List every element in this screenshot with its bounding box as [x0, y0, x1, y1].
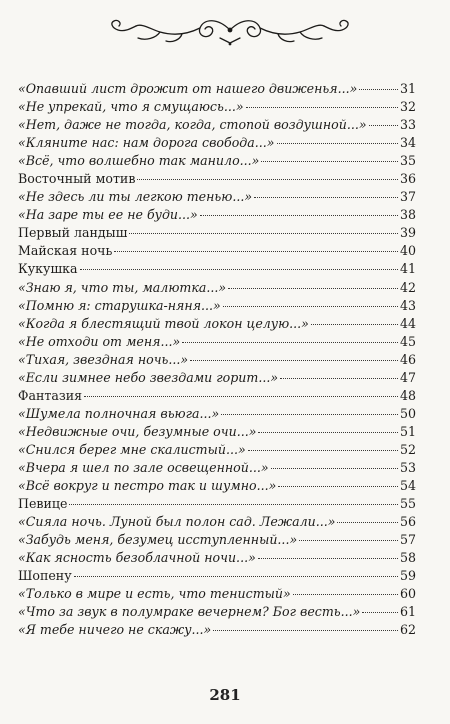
- dot-leader: [337, 521, 398, 523]
- toc-entry: [18, 260, 416, 278]
- toc-entry: [18, 242, 416, 260]
- dot-leader: [293, 593, 398, 595]
- dot-leader: [129, 232, 398, 234]
- dot-leader: [271, 467, 398, 469]
- toc-entry-title: «Снился берег мне скалистый...»: [18, 441, 246, 457]
- dot-leader: [248, 449, 398, 451]
- toc-entry-page: 45: [399, 333, 416, 349]
- dot-leader: [200, 214, 398, 216]
- toc-entry-title: Фантазия: [18, 387, 83, 403]
- toc-entry: [18, 188, 416, 206]
- toc-entry-title: «Помню я: старушка-няня...»: [18, 297, 221, 313]
- toc-entry-page: 41: [399, 261, 416, 277]
- toc-entry-page: 33: [399, 117, 416, 133]
- toc-entry: [18, 279, 416, 297]
- toc-entry: [18, 170, 416, 188]
- toc-entry: [18, 405, 416, 423]
- toc-entry: [18, 423, 416, 441]
- dot-leader: [278, 485, 398, 487]
- toc-entry-page: 40: [399, 243, 416, 259]
- toc-entry-title: «Недвижные очи, безумные очи...»: [18, 423, 257, 439]
- dot-leader: [254, 196, 398, 198]
- toc-entry-title: «Кляните нас: нам дорога свобода...»: [18, 135, 275, 151]
- toc-entry-title: «Тихая, звездная ночь...»: [18, 351, 189, 367]
- dot-leader: [261, 160, 398, 162]
- toc-entry-page: 54: [399, 478, 416, 494]
- toc-entry: [18, 80, 416, 98]
- toc-entry-title: «Не упрекай, что я смущаюсь...»: [18, 99, 244, 115]
- toc-entry-title: «Опавший лист дрожит от нашего движенья...»: [18, 81, 358, 96]
- dot-leader: [190, 359, 398, 361]
- dot-leader: [213, 629, 398, 631]
- dot-leader: [80, 268, 398, 270]
- toc-entry-title: Первый ландыш: [18, 225, 128, 241]
- toc-entry: [18, 621, 416, 639]
- toc-entry-page: 38: [399, 207, 416, 223]
- toc-entry: [18, 531, 416, 549]
- dot-leader: [362, 611, 398, 613]
- toc-entry: [18, 567, 416, 585]
- toc-entry-title: «Что за звук в полумраке вечернем? Бог весть...»: [18, 604, 361, 620]
- toc-entry-page: 55: [399, 496, 416, 512]
- toc-entry-page: 58: [399, 550, 416, 566]
- ornament-divider-icon: [100, 10, 360, 50]
- toc-entry-title: «Когда я блестящий твой локон целую...»: [18, 315, 309, 331]
- dot-leader: [280, 377, 398, 379]
- dot-leader: [137, 178, 398, 180]
- toc-entry-page: 50: [399, 405, 416, 421]
- toc-entry: [18, 603, 416, 621]
- toc-entry-title: «Как ясность безоблачной ночи...»: [18, 550, 256, 566]
- toc-entry: [18, 585, 416, 603]
- toc-entry-title: «Знаю я, что ты, малютка...»: [18, 279, 227, 295]
- toc-entry-page: 31: [399, 81, 416, 96]
- toc-entry: [18, 297, 416, 315]
- toc-entry-page: 46: [399, 351, 416, 367]
- toc-entry: [18, 441, 416, 459]
- dot-leader: [258, 557, 398, 559]
- toc-entry-page: 47: [399, 369, 416, 385]
- toc-entry-title: «Всё вокруг и пестро так и шумно...»: [18, 478, 277, 494]
- toc-entry-title: Певице: [18, 496, 68, 512]
- toc-entry-title: Восточный мотив: [18, 171, 136, 187]
- table-of-contents: [18, 80, 416, 639]
- toc-entry: [18, 98, 416, 116]
- toc-entry-page: 32: [399, 99, 416, 115]
- toc-entry-page: 62: [399, 622, 416, 638]
- toc-entry: [18, 315, 416, 333]
- toc-entry-page: 53: [399, 459, 416, 475]
- dot-leader: [221, 413, 398, 415]
- dot-leader: [74, 575, 398, 577]
- toc-entry-title: «Я тебе ничего не скажу...»: [18, 622, 212, 638]
- toc-entry-page: 39: [399, 225, 416, 241]
- toc-entry-page: 60: [399, 586, 416, 602]
- toc-entry-title: «На заре ты ее не буди...»: [18, 207, 198, 223]
- toc-entry-title: «Вчера я шел по зале освещенной...»: [18, 459, 269, 475]
- toc-entry-title: «Если зимнее небо звездами горит...»: [18, 369, 279, 385]
- dot-leader: [228, 287, 398, 289]
- toc-entry: [18, 549, 416, 567]
- toc-entry: [18, 495, 416, 513]
- dot-leader: [84, 395, 398, 397]
- toc-entry-title: «Не отходи от меня...»: [18, 333, 181, 349]
- toc-entry-page: 48: [399, 387, 416, 403]
- dot-leader: [246, 106, 398, 108]
- toc-entry-title: Майская ночь: [18, 243, 113, 259]
- toc-entry-title: «Сияла ночь. Луной был полон сад. Лежали...»: [18, 514, 336, 530]
- toc-entry-page: 57: [399, 532, 416, 548]
- toc-entry-page: 52: [399, 441, 416, 457]
- toc-entry-page: 37: [399, 189, 416, 205]
- toc-entry: [18, 351, 416, 369]
- toc-entry: [18, 369, 416, 387]
- toc-entry-title: «Забудь меня, безумец исступленный...»: [18, 532, 298, 548]
- toc-entry-title: «Всё, что волшебно так манило...»: [18, 153, 260, 169]
- toc-entry: [18, 152, 416, 170]
- dot-leader: [258, 431, 398, 433]
- toc-entry: [18, 477, 416, 495]
- toc-entry-title: «Не здесь ли ты легкою тенью...»: [18, 189, 253, 205]
- toc-entry: [18, 333, 416, 351]
- dot-leader: [311, 323, 398, 325]
- toc-entry: [18, 387, 416, 405]
- toc-entry-page: 44: [399, 315, 416, 331]
- toc-entry-page: 42: [399, 279, 416, 295]
- toc-entry: [18, 513, 416, 531]
- dot-leader: [114, 250, 398, 252]
- toc-entry-page: 56: [399, 514, 416, 530]
- toc-entry: [18, 116, 416, 134]
- dot-leader: [299, 539, 398, 541]
- dot-leader: [369, 124, 398, 126]
- toc-entry-title: «Шумела полночная вьюга...»: [18, 405, 220, 421]
- toc-entry-page: 34: [399, 135, 416, 151]
- toc-entry-page: 35: [399, 153, 416, 169]
- dot-leader: [182, 341, 398, 343]
- toc-entry: [18, 224, 416, 242]
- dot-leader: [359, 88, 398, 90]
- toc-entry-title: Шопену: [18, 568, 72, 584]
- toc-entry-page: 61: [399, 604, 416, 620]
- toc-entry-title: Кукушка: [18, 261, 78, 277]
- toc-entry-page: 51: [399, 423, 416, 439]
- dot-leader: [277, 142, 398, 144]
- dot-leader: [69, 503, 397, 505]
- toc-entry: [18, 134, 416, 152]
- toc-entry-page: 43: [399, 297, 416, 313]
- toc-entry: [18, 459, 416, 477]
- toc-entry-title: «Нет, даже не тогда, когда, стопой воздушной...»: [18, 117, 367, 133]
- toc-entry-page: 36: [399, 171, 416, 187]
- page-number: 281: [209, 686, 241, 704]
- toc-entry-page: 59: [399, 568, 416, 584]
- toc-entry: [18, 206, 416, 224]
- dot-leader: [223, 305, 398, 307]
- toc-entry-title: «Только в мире и есть, что тенистый»: [18, 586, 291, 602]
